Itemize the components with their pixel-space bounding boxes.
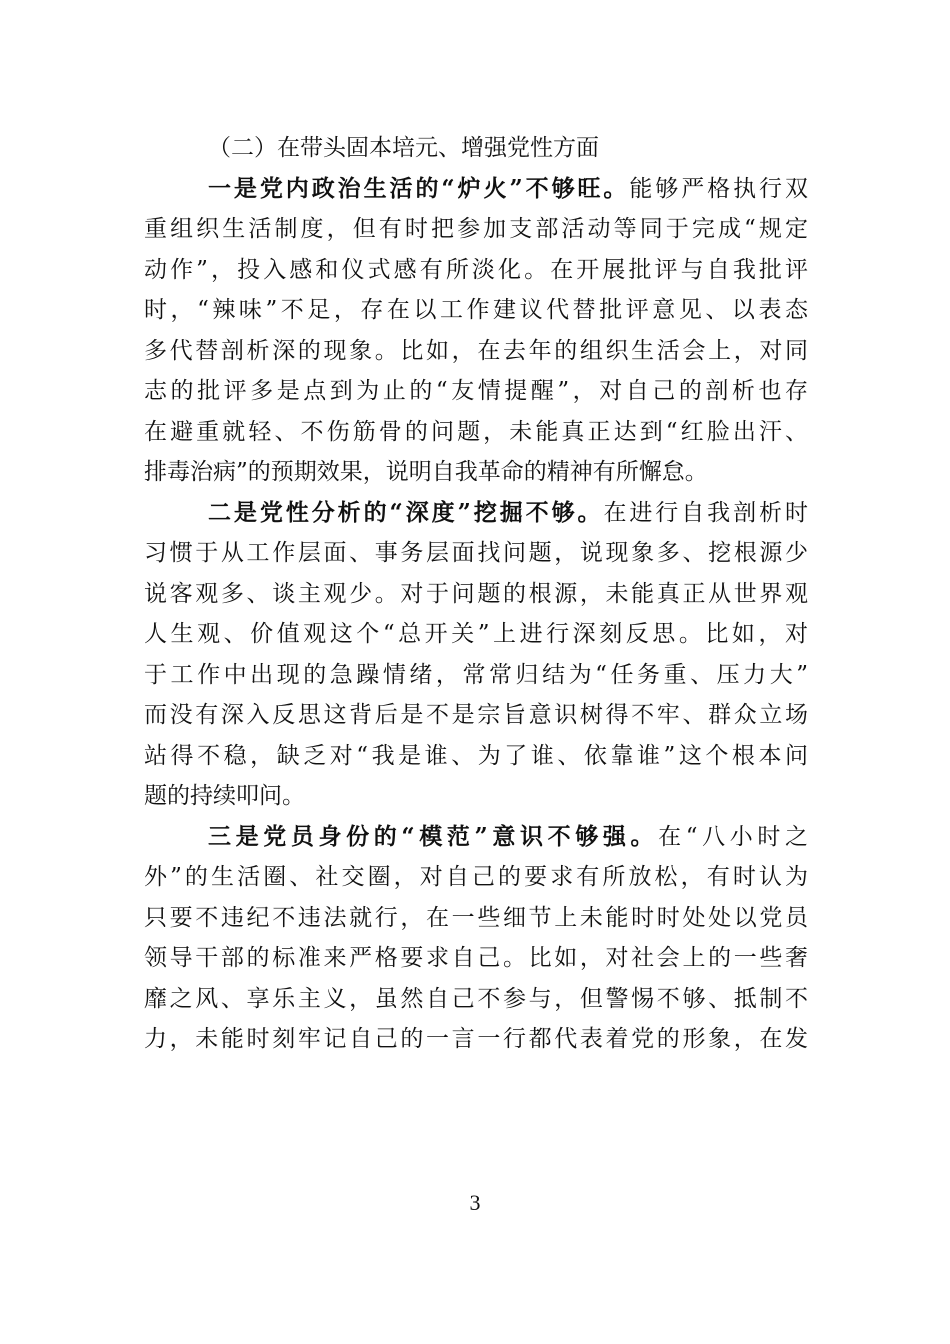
paragraph-2-line: 而没有深入反思这背后是不是宗旨意识树得不牢、群众立场 — [144, 702, 808, 728]
paragraph-2-line: 人生观、价值观这个“总开关”上进行深刻反思。比如，对 — [144, 621, 808, 647]
paragraph-1-line: 在避重就轻、不伤筋骨的问题，未能真正达到“红脸出汗、 — [144, 418, 808, 445]
paragraph-1-line: 排毒治病”的预期效果，说明自我革命的精神有所懈怠。 — [144, 459, 708, 485]
paragraph-2-first-line — [144, 493, 808, 534]
paragraph-3-line: 靡之风、享乐主义，虽然自己不参与，但警惕不够、抵制不 — [144, 985, 808, 1012]
paragraph-2-line: 于工作中出现的急躁情绪，常常归结为“任务重、压力大” — [144, 661, 808, 688]
paragraph-2-first-line-text: 在进行自我剖析时 — [603, 499, 808, 526]
document-body — [144, 128, 808, 1060]
section-heading: （二）在带头固本培元、增强党性方面 — [208, 135, 599, 161]
paragraph-1-line: 重组织生活制度，但有时把参加支部活动等同于完成“规定 — [144, 216, 808, 242]
paragraph-3-first-line — [144, 817, 808, 858]
paragraph-2-line: 习惯于从工作层面、事务层面找问题，说现象多、挖根源少 — [144, 540, 808, 566]
page-number: 3 — [469, 1190, 481, 1215]
paragraph-1-line: 多代替剖析深的现象。比如，在去年的组织生活会上，对同 — [144, 337, 808, 364]
paragraph-1-line: 动作”，投入感和仪式感有所淡化。在开展批评与自我批评 — [144, 256, 808, 283]
paragraph-2-line: 题的持续叩问。 — [144, 783, 305, 809]
paragraph-3-lead: 三是党员身份的“模范”意识不够强。 — [208, 822, 659, 850]
paragraph-3-line: 只要不违纪不违法就行，在一些细节上未能时时处处以党员 — [144, 904, 808, 931]
paragraph-1-line: 时，“辣味”不足，存在以工作建议代替批评意见、以表态 — [144, 297, 808, 323]
paragraph-3-line: 力，未能时刻牢记自己的一言一行都代表着党的形象，在发 — [144, 1026, 808, 1052]
paragraph-3-line: 领导干部的标准来严格要求自己。比如，对社会上的一些奢 — [144, 945, 808, 971]
paragraph-1-line: 志的批评多是点到为止的“友情提醒”，对自己的剖析也存 — [144, 378, 808, 404]
paragraph-3-first-line-text: 在“八小时之 — [658, 823, 808, 850]
paragraph-2-lead: 二是党性分析的“深度”挖掘不够。 — [208, 498, 604, 526]
paragraph-1-first-line — [144, 169, 808, 210]
paragraph-2-line: 说客观多、谈主观少。对于问题的根源，未能真正从世界观 — [144, 580, 808, 607]
paragraph-1-first-line-text: 能够严格执行双 — [629, 175, 808, 202]
paragraph-2-line: 站得不稳，缺乏对“我是谁、为了谁、依靠谁”这个根本问 — [144, 742, 808, 769]
paragraph-3-line: 外”的生活圈、社交圈，对自己的要求有所放松，有时认为 — [144, 864, 808, 890]
paragraph-1-lead: 一是党内政治生活的“炉火”不够旺。 — [208, 174, 630, 202]
